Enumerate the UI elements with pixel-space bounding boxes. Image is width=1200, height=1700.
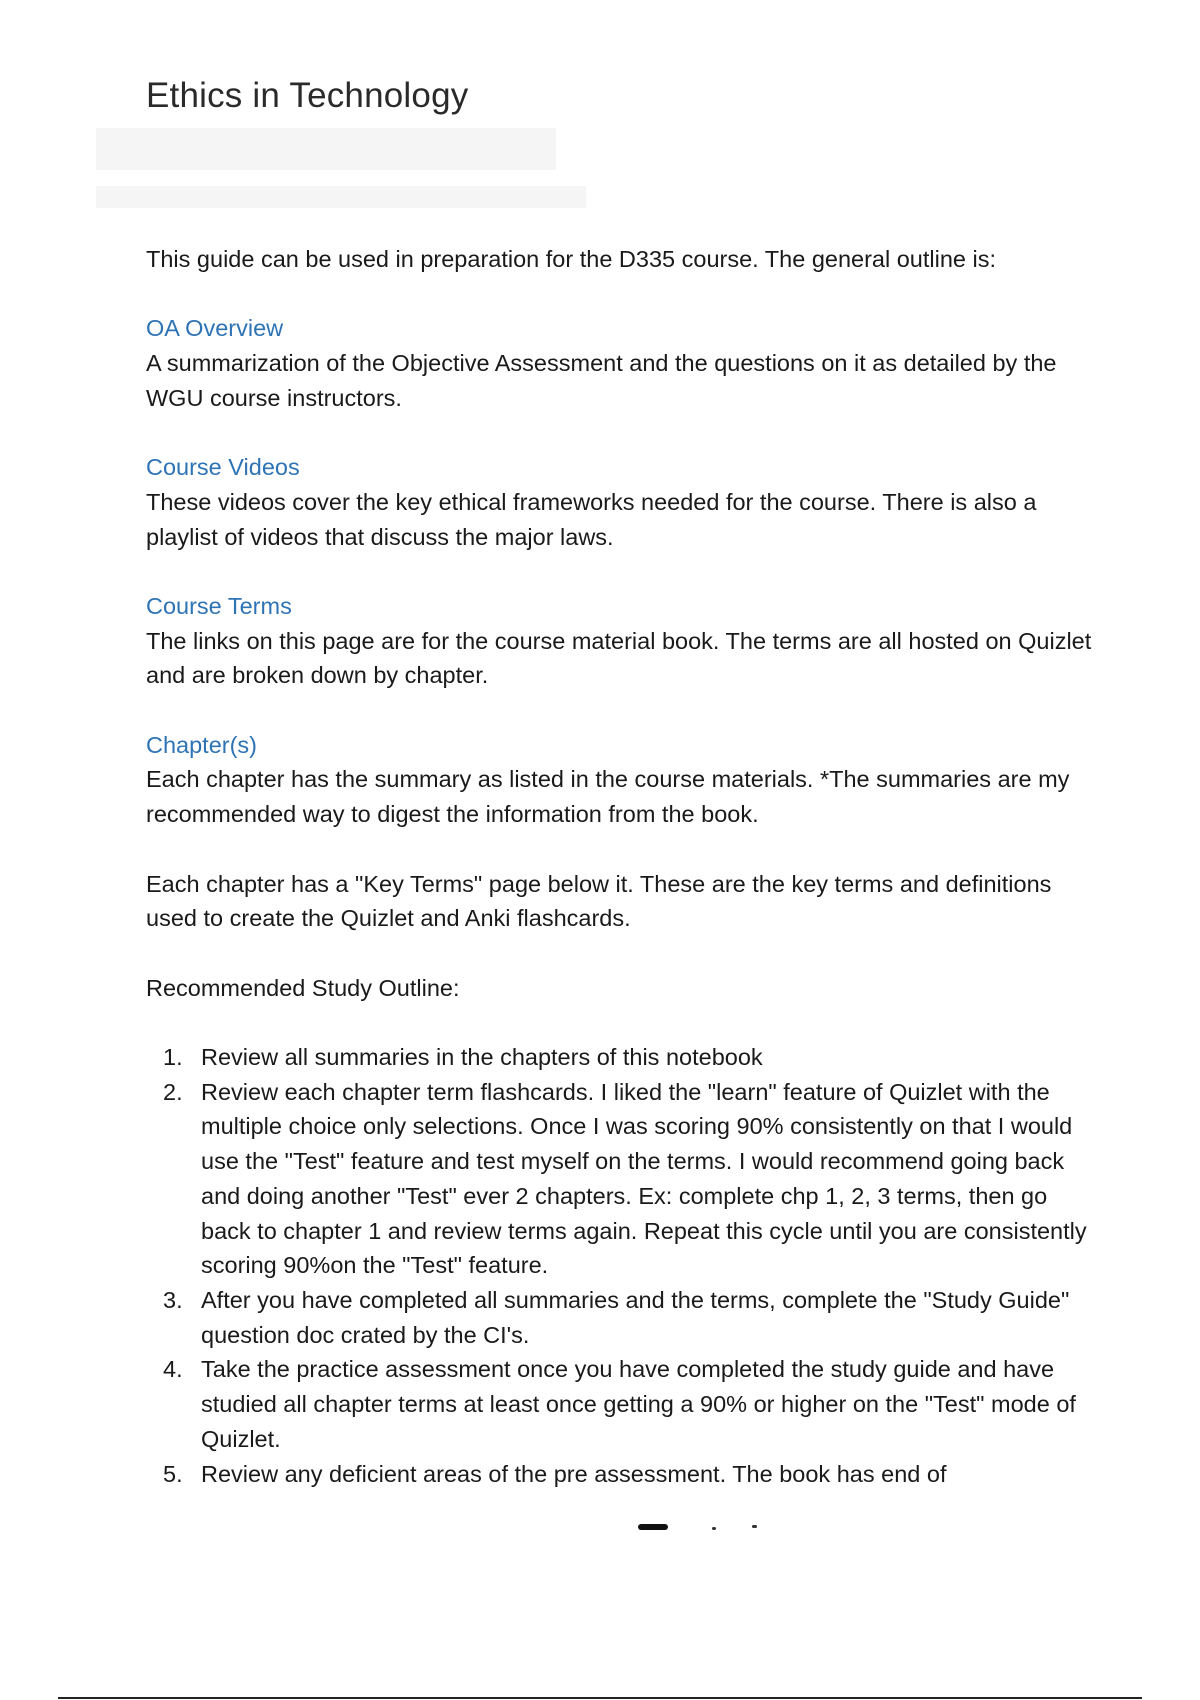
section-oa-overview	[146, 311, 1096, 415]
section-course-videos	[146, 450, 1096, 554]
section-body: Each chapter has the summary as listed in the course materials. *The summaries are my recommended way to digest the information from the book.	[146, 766, 1070, 828]
list-item-text: Review all summaries in the chapters of this notebook	[201, 1044, 763, 1071]
page-title: Ethics in Technology	[146, 76, 469, 115]
list-number: 4.	[163, 1356, 183, 1383]
list-number: 1.	[163, 1044, 183, 1071]
document-body	[146, 242, 1096, 1491]
list-item-text: After you have completed all summaries and the terms, complete the "Study Guide" question doc crated by the CI's.	[201, 1286, 1070, 1348]
list-item	[146, 1040, 1096, 1075]
section-chapters	[146, 728, 1096, 832]
cut-off-text-fragment	[712, 1527, 716, 1530]
list-item-text: Review any deficient areas of the pre assessment. The book has end of	[201, 1460, 947, 1487]
list-item-text: Review each chapter term flashcards. I liked the "learn" feature of Quizlet with the multiple choice only selections. Once I was scoring 90% consistently on that I would use the "Test" feature and test myself on the terms. I would recommend going back and doing another "Test" ever 2 chapters. Ex: complete chp 1, 2, 3 terms, then go back to chapter 1 and review terms again. Repeat this cycle until you are consistently scoring 90%on the "Test" feature.	[201, 1078, 1087, 1279]
section-course-terms	[146, 589, 1096, 693]
study-outline-label: Recommended Study Outline:	[146, 974, 460, 1001]
section-body: The links on this page are for the course material book. The terms are all hosted on Quizlet and are broken down by chapter.	[146, 627, 1092, 689]
section-body: These videos cover the key ethical frameworks needed for the course. There is also a playlist of videos that discuss the major laws.	[146, 488, 1037, 550]
study-outline-list	[146, 1040, 1096, 1491]
section-body: A summarization of the Objective Assessment and the questions on it as detailed by the WGU course instructors.	[146, 350, 1057, 411]
list-item-text: Take the practice assessment once you have completed the study guide and have studied all chapter terms at least once getting a 90% or higher on the "Test" mode of Quizlet.	[201, 1356, 1076, 1452]
list-item	[146, 1457, 1096, 1492]
section-heading[interactable]: OA Overview	[146, 315, 284, 342]
section-heading[interactable]: Course Terms	[146, 592, 292, 619]
section-heading[interactable]: Chapter(s)	[146, 731, 258, 758]
list-number: 3.	[163, 1286, 183, 1313]
faded-watermark	[96, 118, 596, 218]
key-terms-paragraph: Each chapter has a "Key Terms" page below it. These are the key terms and definitions used to create the Quizlet and Anki flashcards.	[146, 870, 1052, 932]
list-item	[146, 1352, 1096, 1456]
list-number: 5.	[163, 1460, 183, 1487]
cut-off-text-fragment	[752, 1525, 757, 1528]
list-number: 2.	[163, 1078, 183, 1105]
section-heading[interactable]: Course Videos	[146, 454, 300, 481]
list-item	[146, 1075, 1096, 1283]
page-bottom-divider	[58, 1697, 1142, 1699]
list-item	[146, 1283, 1096, 1352]
intro-paragraph: This guide can be used in preparation for the D335 course. The general outline is:	[146, 246, 997, 272]
cut-off-text-fragment	[638, 1524, 668, 1530]
